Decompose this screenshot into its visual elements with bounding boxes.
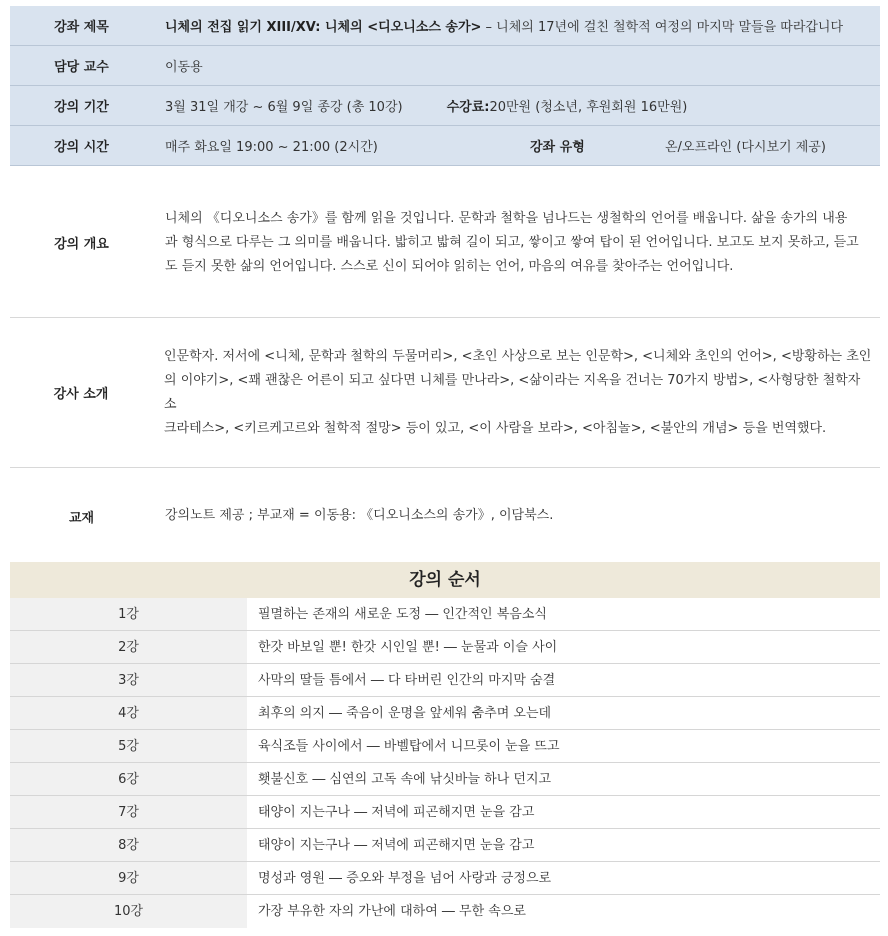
professor-label: 담당 교수 bbox=[54, 60, 109, 75]
period-label: 강의 기간 bbox=[54, 100, 109, 115]
schedule-table bbox=[10, 562, 880, 928]
period-row bbox=[10, 86, 880, 126]
lecture-number: 1강 bbox=[10, 598, 247, 630]
period-value-group bbox=[153, 96, 687, 115]
overview-label: 강의 개요 bbox=[54, 237, 109, 252]
type-label: 강좌 유형 bbox=[530, 140, 585, 155]
lecture-number: 4강 bbox=[10, 697, 247, 729]
course-title-value bbox=[153, 16, 843, 35]
course-title-bold: 니체의 전집 읽기 XIII/XV: 니체의 <디오니소스 송가> bbox=[165, 20, 482, 35]
course-title-subtitle: – 니체의 17년에 걸친 철학적 여정의 마지막 말들을 따라갑니다 bbox=[481, 20, 844, 35]
overview-line: 니체의 《디오니소스 송가》를 함께 읽을 것입니다. 문학과 철학을 넘나드는 생철학의 언어를 배웁니다. 삶을 송가의 내용 bbox=[165, 210, 848, 226]
lecture-number: 9강 bbox=[10, 862, 247, 894]
lecture-title: 가장 부유한 자의 가난에 대하여 ― 무한 속으로 bbox=[258, 904, 526, 919]
lecture-number: 2강 bbox=[10, 631, 247, 663]
course-title-label: 강좌 제목 bbox=[54, 20, 109, 35]
professor-row bbox=[10, 46, 880, 86]
professor-value: 이동용 bbox=[165, 60, 203, 75]
course-info-table bbox=[10, 6, 880, 166]
schedule-row bbox=[10, 763, 880, 796]
lecture-number: 5강 bbox=[10, 730, 247, 762]
schedule-row bbox=[10, 664, 880, 697]
schedule-row bbox=[10, 697, 880, 730]
textbook-section bbox=[10, 500, 880, 532]
lecture-title: 최후의 의지 ― 죽음이 운명을 앞세워 춤추며 오는데 bbox=[258, 706, 552, 721]
period-value: 3월 31일 개강 ~ 6월 9일 종강 (총 10강) bbox=[165, 100, 403, 115]
section-divider bbox=[10, 317, 880, 318]
time-label: 강의 시간 bbox=[54, 140, 109, 155]
overview-line: 도 듣지 못한 삶의 언어입니다. 스스로 신이 되어야 읽히는 언어, 마음의 여유를 찾아주는 언어입니다. bbox=[165, 258, 734, 274]
lecture-title: 명성과 영원 ― 증오와 부정을 넘어 사랑과 긍정으로 bbox=[258, 871, 552, 886]
schedule-row bbox=[10, 796, 880, 829]
lecture-title: 태양이 지는구나 ― 저녁에 피곤해지면 눈을 감고 bbox=[258, 838, 535, 853]
lecture-number: 7강 bbox=[10, 796, 247, 828]
lecture-title: 사막의 딸들 틈에서 ― 다 타버린 인간의 마지막 숨결 bbox=[258, 673, 556, 688]
lecture-title: 육식조들 사이에서 ― 바벨탑에서 니므롯이 눈을 뜨고 bbox=[258, 739, 560, 754]
instructor-label: 강사 소개 bbox=[53, 387, 109, 402]
time-value: 매주 화요일 19:00 ~ 21:00 (2시간) bbox=[165, 140, 378, 155]
lecture-title: 횃불신호 ― 심연의 고독 속에 낚싯바늘 하나 던지고 bbox=[258, 772, 552, 787]
lecture-number: 8강 bbox=[10, 829, 247, 861]
fee-value: 20만원 (청소년, 후원회원 16만원) bbox=[489, 100, 688, 115]
lecture-number: 10강 bbox=[10, 895, 247, 928]
textbook-label: 교재 bbox=[68, 510, 95, 526]
instructor-line: 크라테스>, <키르케고르와 철학적 절망> 등이 있고, <이 사람을 보라>, <아침놀>, <불안의 개념> 등을 번역했다. bbox=[164, 420, 827, 436]
schedule-row bbox=[10, 862, 880, 895]
fee-label: 수강료: bbox=[446, 100, 490, 115]
instructor-line: 인문학자. 저서에 <니체, 문학과 철학의 두물머리>, <초인 사상으로 보는 인문학>, <니체와 초인의 언어>, <방황하는 초인 bbox=[164, 348, 872, 364]
instructor-text bbox=[152, 345, 880, 441]
section-divider bbox=[10, 467, 880, 468]
instructor-section bbox=[10, 345, 880, 440]
lecture-title: 한갓 바보일 뿐! 한갓 시인일 뿐! ― 눈물과 이슬 사이 bbox=[258, 640, 558, 655]
schedule-rows bbox=[10, 598, 880, 928]
overview-text bbox=[153, 207, 867, 279]
schedule-row bbox=[10, 829, 880, 862]
schedule-row bbox=[10, 598, 880, 631]
schedule-row bbox=[10, 895, 880, 928]
schedule-row bbox=[10, 730, 880, 763]
course-title-row bbox=[10, 6, 880, 46]
lecture-title: 필멸하는 존재의 새로운 도정 ― 인간적인 복음소식 bbox=[258, 607, 547, 622]
instructor-line: 의 이야기>, <꽤 괜찮은 어른이 되고 싶다면 니체를 만나라>, <삶이라는 지옥을 건너는 70가지 방법>, <사형당한 철학자 소 bbox=[164, 372, 861, 412]
lecture-number: 3강 bbox=[10, 664, 247, 696]
schedule-title: 강의 순서 bbox=[10, 562, 880, 598]
type-value: 온/오프라인 (다시보기 제공) bbox=[665, 140, 826, 155]
overview-section bbox=[10, 195, 880, 290]
schedule-row bbox=[10, 631, 880, 664]
time-row bbox=[10, 126, 880, 166]
overview-line: 과 형식으로 다루는 그 의미를 배웁니다. 밟히고 밟혀 길이 되고, 쌓이고 쌓여 탑이 된 언어입니다. 보고도 보지 못하고, 듣고 bbox=[165, 234, 859, 250]
textbook-value: 강의노트 제공 ; 부교재 = 이동용: 《디오니소스의 송가》, 이담북스. bbox=[165, 508, 554, 523]
lecture-title: 태양이 지는구나 ― 저녁에 피곤해지면 눈을 감고 bbox=[258, 805, 535, 820]
lecture-number: 6강 bbox=[10, 763, 247, 795]
